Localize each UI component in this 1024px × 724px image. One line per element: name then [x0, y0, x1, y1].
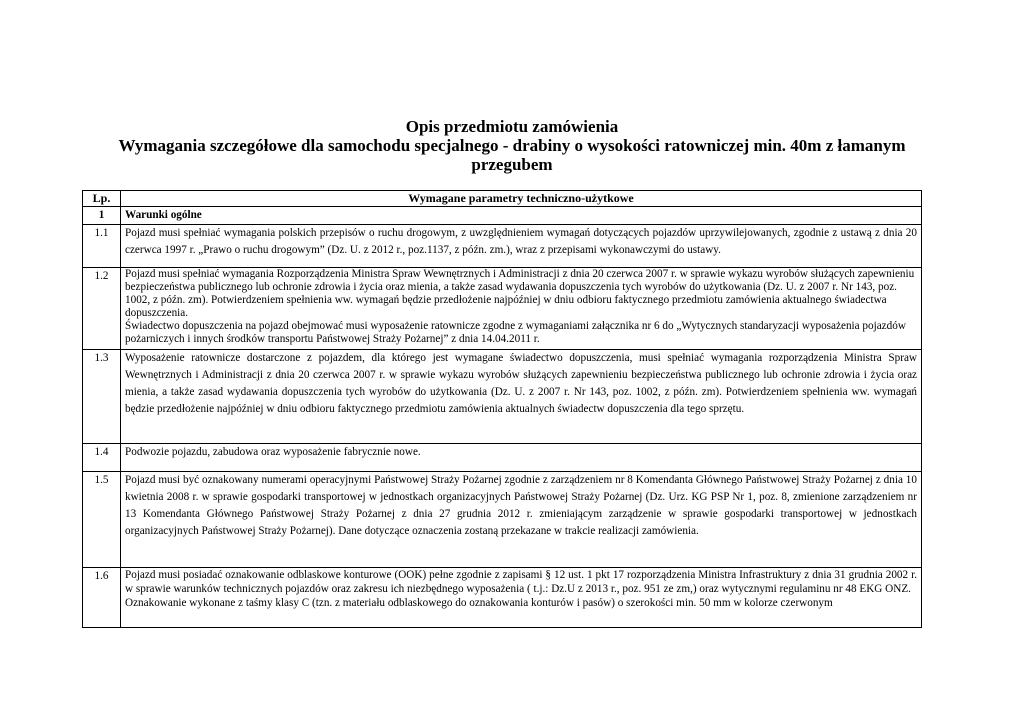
row-number: 1.1 [83, 225, 121, 268]
row-paragraph: Oznakowanie wykonane z taśmy klasy C (tzn. z materiału odblaskowego do oznakowania konturów i pasów) o szerokości min. 50 mm w kolorze czerwonym [125, 597, 833, 609]
document-title: Opis przedmiotu zamówienia [405, 117, 619, 136]
row-text: Pojazd musi spełniać wymagania polskich przepisów o ruchu drogowym, z uwzględnieniem wymagań dotyczących pojazdów uprzywilejowanych, zgodnie z ustawą z dnia 20 czerwca 1997 r. „Prawo o ruchu drogowym” (Dz. U. z 2012 r., poz.1137, z późn. zm.), wraz z przepisami wykonawczymi do ustawy. [121, 225, 922, 268]
row-number: 1.6 [83, 568, 121, 628]
table-header-row [83, 191, 922, 207]
header-parameters: Wymagane parametry techniczno-użytkowe [121, 191, 922, 207]
table-row [83, 444, 922, 472]
table-row [83, 568, 922, 628]
document-subtitle-line2: przegubem [471, 155, 553, 174]
requirements-table [82, 190, 922, 628]
section-label: Warunki ogólne [121, 207, 922, 225]
row-text [121, 568, 922, 628]
table-row [83, 225, 922, 268]
row-paragraph: Świadectwo dopuszczenia na pojazd obejmować musi wyposażenie ratownicze zgodne z wymaganiami załącznika nr 6 do „Wytycznych standaryzacji wyposażenia pojazdów pożarniczych i innych środków transportu Państwowej Straży Pożarnej” z dnia 14.04.2011 r. [125, 320, 906, 345]
row-number: 1.3 [83, 350, 121, 444]
row-number: 1.4 [83, 444, 121, 472]
row-text: Podwozie pojazdu, zabudowa oraz wyposażenie fabrycznie nowe. [121, 444, 922, 472]
row-text: Pojazd musi być oznakowany numerami operacyjnymi Państwowej Straży Pożarnej zgodnie z zarządzeniem nr 8 Komendanta Głównego Państwowej Straży Pożarnej z dnia 10 kwietnia 2008 r. w sprawie gospodarki transportowej w jednostkach organizacyjnych Państwowej Straży Pożarnej (Dz. Urz. KG PSP Nr 1, poz. 8, zmienione zarządzeniem nr 13 Komendanta Głównego Państwowej Straży Pożarnej z dnia 27 grudnia 2012 r. zmieniającym zarządzenie w sprawie gospodarki transportowej w jednostkach organizacyjnych Państwowej Straży Pożarnej). Dane dotyczące oznaczenia zostaną przekazane w trakcie realizacji zamówienia. [121, 472, 922, 568]
section-row [83, 207, 922, 225]
table-row [83, 350, 922, 444]
row-text [121, 268, 922, 350]
row-number: 1.2 [83, 268, 121, 350]
header-lp: Lp. [83, 191, 121, 207]
table-row [83, 472, 922, 568]
row-paragraph: Pojazd musi posiadać oznakowanie odblaskowe konturowe (OOK) pełne zgodnie z zapisami § 12 ust. 1 pkt 17 rozporządzenia Ministra Infrastruktury z dnia 31 grudnia 2002 r. w sprawie warunków technicznych pojazdów oraz zakresu ich niezbędnego wyposażenia ( t.j.: Dz.U z 2013 r., poz. 951 ze zm,) oraz wytycznymi regulaminu nr 48 EKG ONZ. [125, 569, 917, 595]
row-paragraph: Pojazd musi spełniać wymagania Rozporządzenia Ministra Spraw Wewnętrznych i Administracji z dnia 20 czerwca 2007 r. w sprawie wykazu wyrobów służących zapewnieniu bezpieczeństwa publicznego lub ochronie zdrowia i życia oraz mienia, a także zasad wydawania dopuszczenia tych wyrobów do użytkowania (Dz. U. z 2007 r. Nr 143, poz. 1002, z późn. zm). Potwierdzeniem spełnienia ww. wymagań będzie przedłożenie najpóźniej w dniu odbioru faktycznego przedmiotu zamówienia aktualnego świadectwa dopuszczenia. [125, 268, 915, 319]
document-subtitle-line1: Wymagania szczegółowe dla samochodu specjalnego - drabiny o wysokości ratowniczej min. 40m z łamanym [118, 136, 906, 155]
table-row [83, 268, 922, 350]
section-number: 1 [83, 207, 121, 225]
row-text: Wyposażenie ratownicze dostarczone z pojazdem, dla którego jest wymagane świadectwo dopuszczenia, musi spełniać wymagania rozporządzenia Ministra Spraw Wewnętrznych i Administracji z dnia 20 czerwca 2007 r. w sprawie wykazu wyrobów służących zapewnieniu bezpieczeństwa publicznego lub ochronie zdrowia i życia oraz mienia, a także zasad wydawania dopuszczenia tych wyrobów do użytkowania (Dz. U. z 2007 r. Nr 143, poz. 1002, z późn. zm). Potwierdzeniem spełnienia ww. wymagań będzie przedłożenie najpóźniej w dniu odbioru faktycznego przedmiotu zamówienia aktualnych świadectw dopuszczenia dla tego sprzętu. [121, 350, 922, 444]
row-number: 1.5 [83, 472, 121, 568]
